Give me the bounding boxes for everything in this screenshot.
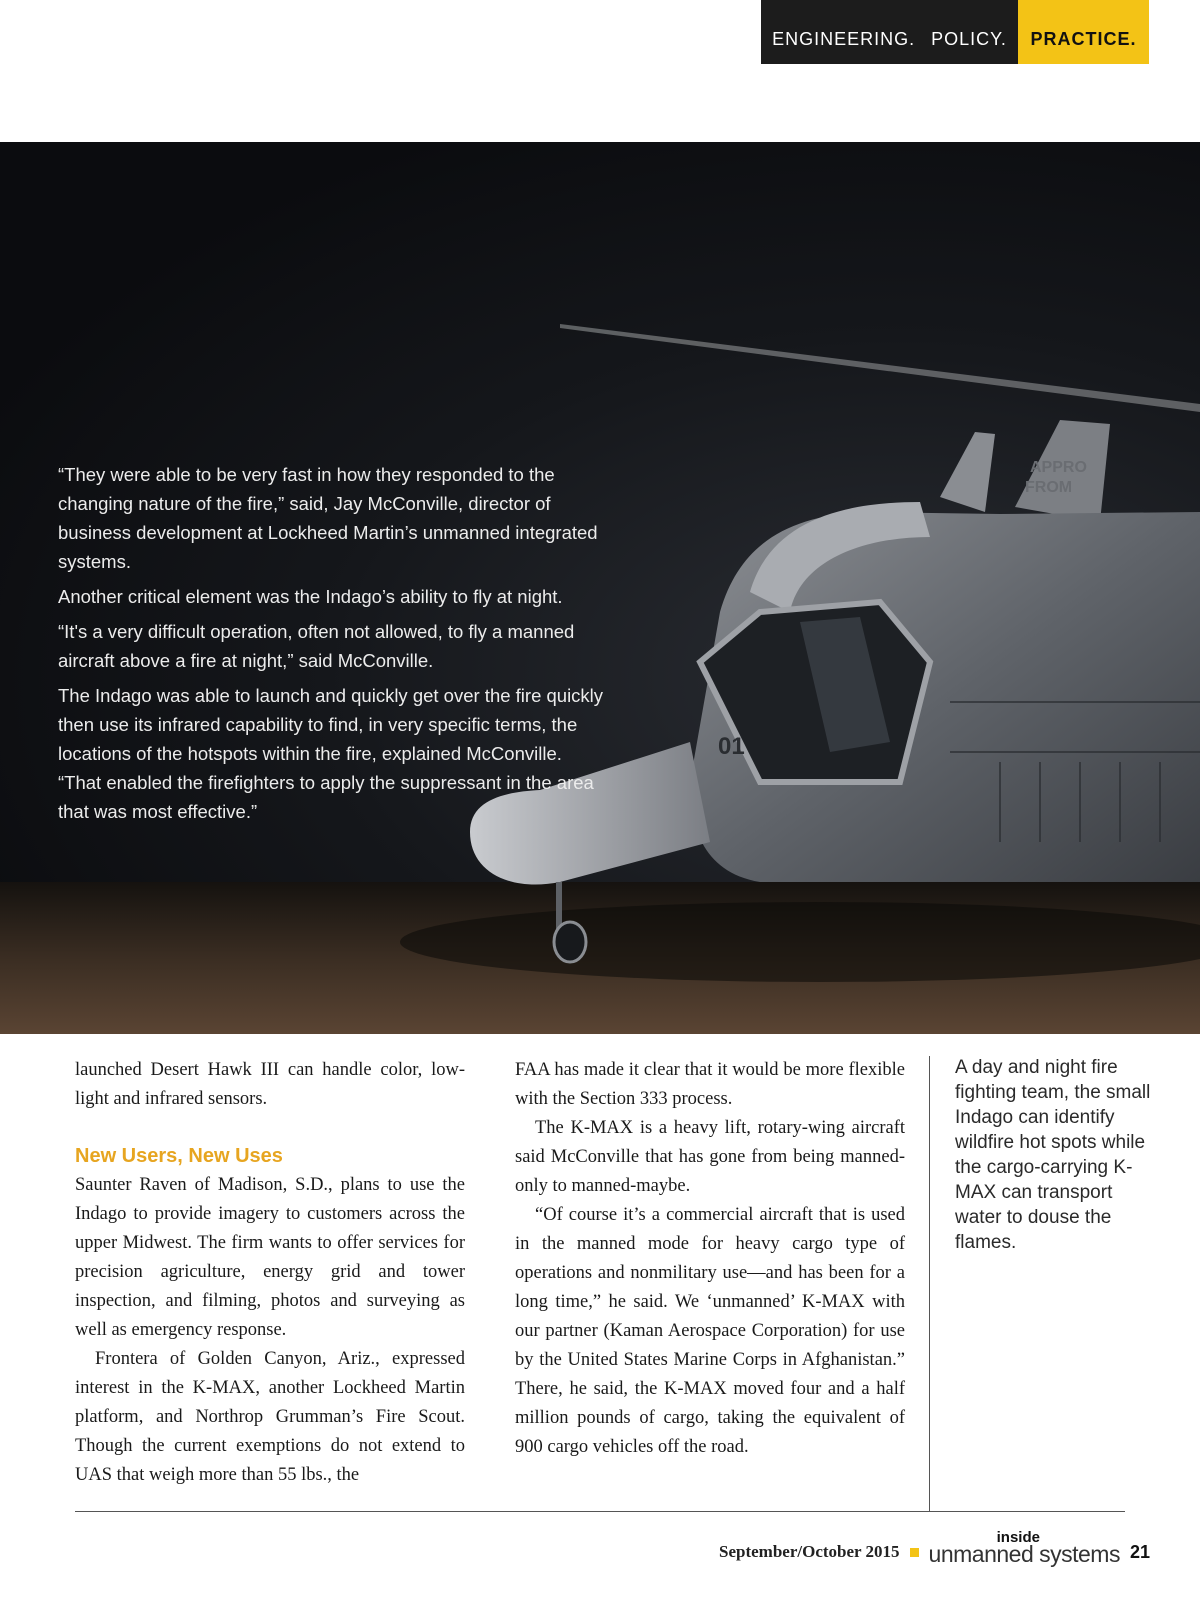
col1-paragraph-1: launched Desert Hawk III can handle color, low-light and infrared sensors.	[75, 1060, 465, 1109]
helicopter-photo	[0, 142, 1200, 1034]
section-tag	[761, 0, 1149, 64]
subheading: New Users, New Uses	[75, 1145, 283, 1167]
tail-text-1: APPRO	[1030, 459, 1087, 476]
logo-inside: inside	[996, 1529, 1040, 1546]
col2-paragraph-1: FAA has made it clear that it would be more flexible with the Section 333 process.	[515, 1060, 905, 1109]
col1-paragraph-2: Saunter Raven of Madison, S.D., plans to use the Indago to provide imagery to customers across the upper Midwest. The firm wants to offer services for precision agriculture, energy grid and tower inspection, and filming, photos and surveying as well as emergency response.	[75, 1175, 465, 1340]
footer-rule	[75, 1511, 1125, 1512]
aircraft-number: 01	[718, 733, 745, 760]
article-column-1	[75, 1056, 465, 1490]
col2-paragraph-3: “Of course it’s a commercial aircraft that is used in the manned mode for heavy cargo type of operations and nonmilitary use—and has been for a long time,” he said. We ‘unmanned’ K-MAX with our partner (Kaman Aerospace Corporation) for use by the United States Marine Corps in Afghanistan.” There, he said, the K-MAX moved four and a half million pounds of cargo, taking the equivalent of 900 cargo vehicles off the road.	[515, 1205, 905, 1457]
tag-policy: POLICY.	[931, 28, 1007, 49]
tail-text-2: FROM	[1025, 479, 1073, 496]
tag-engineering: ENGINEERING.	[772, 28, 916, 49]
column-divider	[929, 1056, 930, 1511]
article-column-2	[515, 1056, 905, 1462]
magazine-logo	[929, 1530, 1120, 1566]
quote-paragraph-3: “It's a very difficult operation, often not allowed, to fly a manned aircraft above a fire at night,” said McConville.	[58, 621, 575, 671]
photo-caption: A day and night fire fighting team, the small Indago can identify wildfire hot spots while the cargo-carrying K-MAX can transport water to douse the flames.	[955, 1057, 1151, 1253]
page-footer	[719, 1530, 1150, 1566]
quote-paragraph-4: The Indago was able to launch and quickly get over the fire quickly then use its infrared capability to find, in very specific terms, the locations of the hotspots within the fire, explained McConville. “That enabled the firefighters to apply the suppressant in the area that was most effective.”	[58, 685, 604, 822]
photo-quote	[58, 460, 608, 832]
logo-name: unmanned systems	[928, 1541, 1120, 1567]
footer-square-icon	[910, 1548, 919, 1557]
col1-paragraph-3: Frontera of Golden Canyon, Ariz., expressed interest in the K-MAX, another Lockheed Martin platform, and Northrop Grumman’s Fire Scout. Though the current exemptions do not extend to UAS that weigh more than 55 lbs., the	[75, 1349, 465, 1485]
tag-practice: PRACTICE.	[1018, 0, 1149, 64]
quote-paragraph-2: Another critical element was the Indago’s ability to fly at night.	[58, 586, 563, 607]
issue-date: September/October 2015	[719, 1542, 900, 1561]
col2-paragraph-2: The K-MAX is a heavy lift, rotary-wing aircraft said McConville that has gone from being manned-only to manned-maybe.	[515, 1118, 905, 1196]
quote-paragraph-1: “They were able to be very fast in how they responded to the changing nature of the fire,” said, Jay McConville, director of business development at Lockheed Martin’s unmanned integrated systems.	[58, 464, 598, 572]
section-tag-left	[761, 0, 1018, 64]
page-number: 21	[1129, 1542, 1150, 1562]
